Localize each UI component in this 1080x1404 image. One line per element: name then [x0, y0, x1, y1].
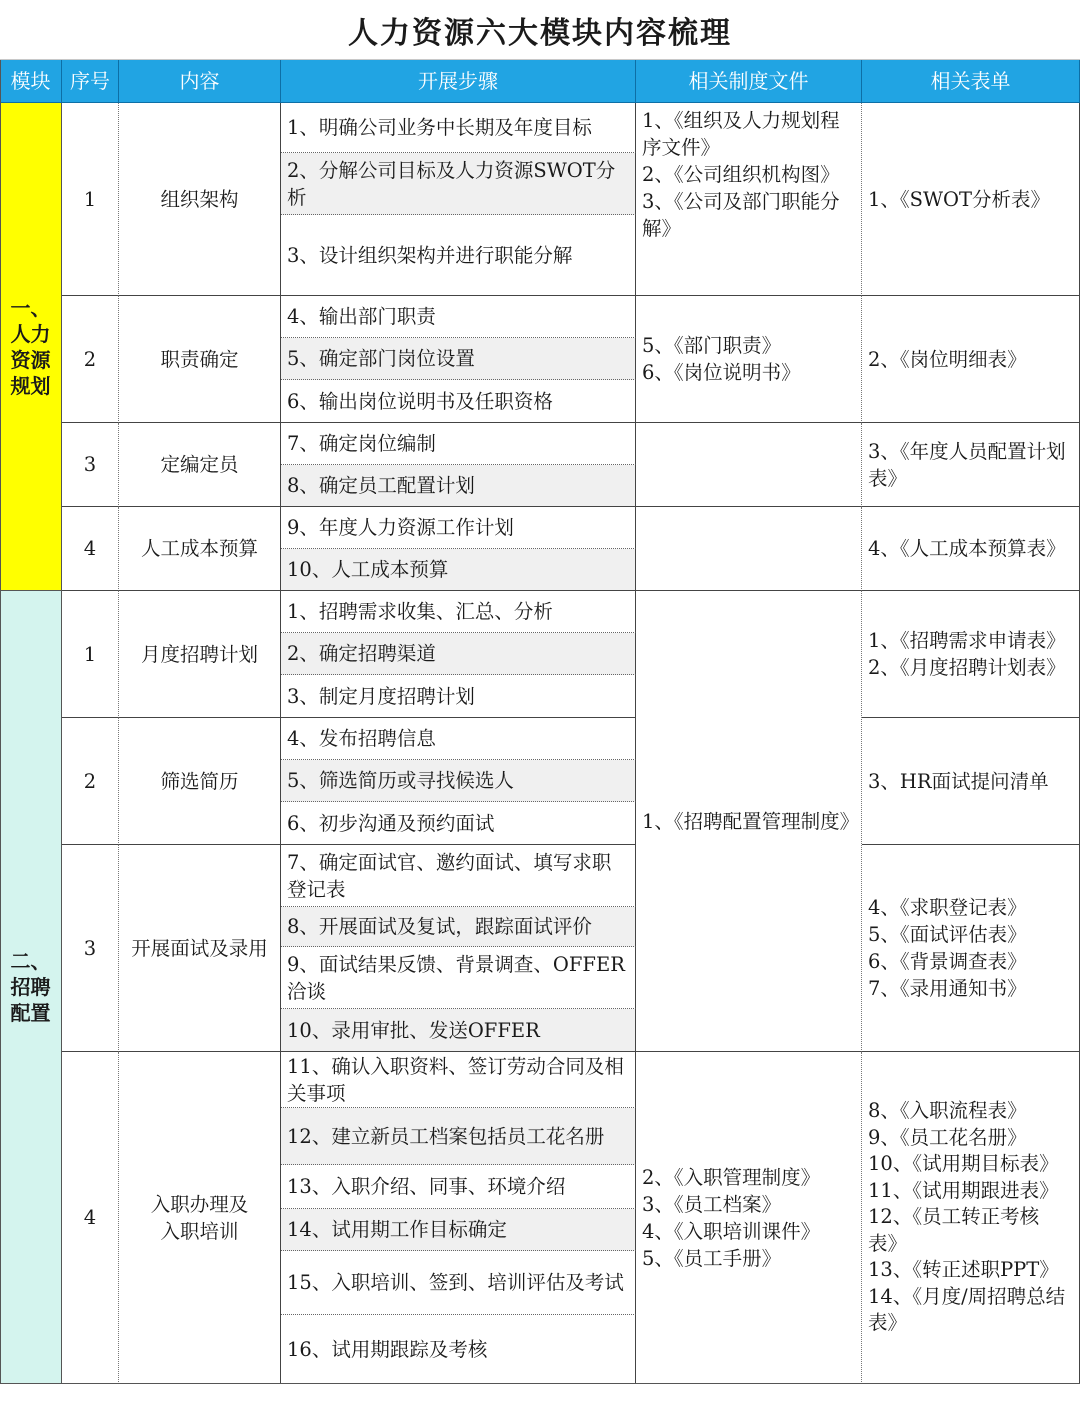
step-cell: 12、建立新员工档案包括员工花名册 [281, 1108, 636, 1165]
content-cell: 开展面试及录用 [119, 845, 281, 1052]
step-cell: 11、确认入职资料、签订劳动合同及相关事项 [281, 1052, 636, 1108]
step-cell: 14、试用期工作目标确定 [281, 1209, 636, 1251]
docs-cell: 5、《部门职责》 6、《岗位说明书》 [636, 296, 862, 423]
forms-cell: 3、HR面试提问清单 [862, 718, 1080, 845]
step-cell: 5、确定部门岗位设置 [281, 338, 636, 380]
content-cell: 职责确定 [119, 296, 281, 423]
module-hr-planning: 一、 人力 资源 规划 [0, 103, 62, 591]
step-cell: 5、筛选简历或寻找候选人 [281, 760, 636, 802]
header-steps: 开展步骤 [281, 60, 636, 103]
docs-cell [636, 507, 862, 591]
content-cell: 人工成本预算 [119, 507, 281, 591]
step-cell: 2、确定招聘渠道 [281, 633, 636, 675]
header-docs: 相关制度文件 [636, 60, 862, 103]
forms-cell: 2、《岗位明细表》 [862, 296, 1080, 423]
step-cell: 4、输出部门职责 [281, 296, 636, 338]
table-bottom-border [0, 1383, 1080, 1384]
table-left-border [0, 60, 1, 1384]
step-cell: 8、开展面试及复试，跟踪面试评价 [281, 907, 636, 947]
step-cell: 1、明确公司业务中长期及年度目标 [281, 103, 636, 153]
step-cell: 9、面试结果反馈、背景调查、OFFER洽谈 [281, 947, 636, 1009]
seq-cell: 3 [62, 845, 119, 1052]
forms-cell: 8、《入职流程表》 9、《员工花名册》 10、《试用期目标表》 11、《试用期跟进表》 12、《员工转正考核表》 13、《转正述职PPT》 14、《月度/周招聘总结表》 [862, 1052, 1080, 1384]
step-cell: 6、输出岗位说明书及任职资格 [281, 380, 636, 423]
seq-cell: 1 [62, 103, 119, 296]
step-cell: 3、设计组织架构并进行职能分解 [281, 215, 636, 296]
seq-cell: 1 [62, 591, 119, 718]
header-seq: 序号 [62, 60, 119, 103]
step-cell: 4、发布招聘信息 [281, 718, 636, 760]
forms-cell: 1、《招聘需求申请表》 2、《月度招聘计划表》 [862, 591, 1080, 718]
step-cell: 8、确定员工配置计划 [281, 465, 636, 507]
seq-cell: 4 [62, 1052, 119, 1384]
forms-cell: 1、《SWOT分析表》 [862, 103, 1080, 296]
content-cell: 入职办理及 入职培训 [119, 1052, 281, 1384]
docs-cell: 2、《入职管理制度》 3、《员工档案》 4、《入职培训课件》 5、《员工手册》 [636, 1052, 862, 1384]
forms-cell: 4、《求职登记表》 5、《面试评估表》 6、《背景调查表》 7、《录用通知书》 [862, 845, 1080, 1052]
seq-cell: 2 [62, 296, 119, 423]
step-cell: 2、分解公司目标及人力资源SWOT分析 [281, 153, 636, 215]
content-cell: 定编定员 [119, 423, 281, 507]
seq-cell: 4 [62, 507, 119, 591]
header-module: 模块 [0, 60, 62, 103]
step-cell: 6、初步沟通及预约面试 [281, 802, 636, 845]
step-cell: 13、入职介绍、同事、环境介绍 [281, 1165, 636, 1209]
header-forms: 相关表单 [862, 60, 1080, 103]
step-cell: 16、试用期跟踪及考核 [281, 1315, 636, 1384]
step-cell: 1、招聘需求收集、汇总、分析 [281, 591, 636, 633]
step-cell: 3、制定月度招聘计划 [281, 675, 636, 718]
header-content: 内容 [119, 60, 281, 103]
docs-cell: 1、《招聘配置管理制度》 [636, 591, 862, 1052]
seq-cell: 2 [62, 718, 119, 845]
forms-cell: 4、《人工成本预算表》 [862, 507, 1080, 591]
step-cell: 9、年度人力资源工作计划 [281, 507, 636, 549]
content-cell: 筛选简历 [119, 718, 281, 845]
seq-cell: 3 [62, 423, 119, 507]
step-cell: 10、人工成本预算 [281, 549, 636, 591]
page-title: 人力资源六大模块内容梳理 [0, 0, 1080, 60]
step-cell: 7、确定岗位编制 [281, 423, 636, 465]
content-cell: 月度招聘计划 [119, 591, 281, 718]
step-cell: 10、录用审批、发送OFFER [281, 1009, 636, 1052]
step-cell: 15、入职培训、签到、培训评估及考试 [281, 1251, 636, 1315]
content-cell: 组织架构 [119, 103, 281, 296]
module-recruitment: 二、 招聘 配置 [0, 591, 62, 1384]
forms-cell: 3、《年度人员配置计划表》 [862, 423, 1080, 507]
docs-cell: 1、《组织及人力规划程序文件》 2、《公司组织机构图》 3、《公司及部门职能分解》 [636, 103, 862, 296]
docs-cell [636, 423, 862, 507]
step-cell: 7、确定面试官、邀约面试、填写求职登记表 [281, 845, 636, 907]
